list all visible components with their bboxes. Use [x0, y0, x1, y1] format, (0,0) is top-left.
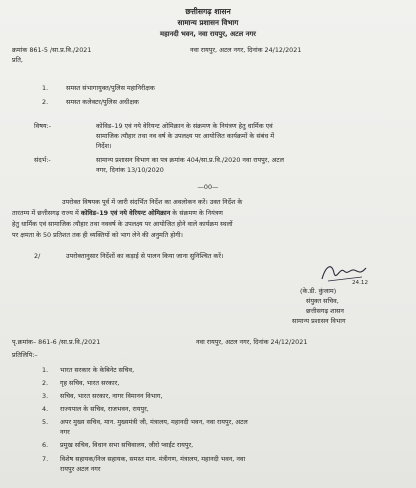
reference-line: नगर, दिनांक 13/10/2020 [96, 166, 164, 174]
header-state: छत्तीसगढ़ शासन [185, 7, 231, 16]
body-line: हेतु धार्मिक एवं सामाजिक त्यौहार तथा नववर्ष के उपलक्ष्य पर आयोजित होने वाले कार्यक्रम स्थलों [12, 220, 233, 228]
subject-line: निर्देश। [96, 142, 112, 150]
letter-place-date: नवा रायपुर, अटल नगर, दिनांक 24/12/2021 [190, 46, 302, 54]
list-item: 7. विशेष सहायक/निज सहायक, समस्त मान. मंत्रीगण, मंत्रालय, महानदी भवन, नवा [42, 455, 246, 463]
endorsement-number: पृ.क्रमांक– 861-6 /सा.प्र.वि./2021 [12, 338, 101, 346]
recipient-text: समस्त कलेक्टर/पुलिस अधीक्षक [66, 98, 139, 106]
header-address: महानदी भवन, नवा रायपुर, अटल नगर [160, 30, 256, 38]
endorsement-place-date: नवा रायपुर, अटल नगर, दिनांक 24/12/2021 [196, 338, 308, 346]
divider: —00— [197, 183, 219, 191]
subject-line: सामाजिक त्यौहार तथा नव वर्ष के उपलक्ष्य पर आयोजित कार्यक्रमों के संबंध में [96, 132, 275, 140]
signatory-title: संयुक्त सचिव, [306, 297, 339, 305]
list-item: 3. सचिव, भारत सरकार, नागर विमानन विभाग, [42, 392, 163, 400]
body-line: उपरोक्त विषयक पूर्व में जारी संदर्भित निर्देश का अवलोकन करें। उक्त निर्देश के [62, 198, 243, 206]
subject-label: विषय:- [34, 122, 52, 130]
para2-num: 2/ [34, 252, 41, 260]
recipient-num: 1. [42, 84, 49, 92]
signatory-org: छत्तीसगढ़ शासन [306, 307, 344, 315]
subject-line: कोविड–19 एवं नये वेरियन्ट ओमिक्रान के संक्रमण के नियंत्रण हेतु धार्मिक एवं [96, 122, 273, 130]
signature-date-mark: 24.12 [352, 280, 369, 286]
header-department: सामान्य प्रशासन विभाग [177, 18, 239, 27]
reference-line: सामान्य प्रशासन विभाग का पत्र क्रमांक 404/सा.प्र.वि./2020 नवा रायपुर, अटल [96, 156, 284, 164]
letter-number: क्रमांक 861-5 /सा.प्र.वि./2021 [12, 46, 92, 54]
to-label: प्रति, [12, 56, 23, 64]
list-item: 1. भारत सरकार के केबिनेट सचिव, [42, 366, 135, 374]
recipient-text: समस्त संभागायुक्त/पुलिस महानिरीक्षक [66, 84, 155, 92]
list-item: 2. गृह सचिव, भारत सरकार, [42, 379, 120, 387]
reference-label: संदर्भ:- [34, 156, 51, 164]
list-item: 4. राज्यपाल के सचिव, राजभवन, रायपुर, [42, 405, 149, 413]
copy-label: प्रतिलिपि:– [12, 351, 38, 359]
body-line: पर क्षमता के 50 प्रतिशत तक ही व्यक्तियों को भाग लेने की अनुमति होगी। [12, 231, 183, 239]
para2-text: उपरोक्तानुसार निर्देशों का कड़ाई से पालन किया जाना सुनिश्चित करें। [66, 252, 224, 260]
list-item: 5. अपर मुख्य सचिव, मान. मुख्यमंत्री जी, मंत्रालय, महानदी भवन, नवा रायपुर, अटल [42, 418, 248, 426]
list-item: नगर [60, 428, 70, 436]
list-item: 6. प्रमुख सचिव, विधान सभा सचिवालय, जीरो प्वाईंट रायपुर, [42, 441, 194, 449]
body-line: तारतम्य में छत्तीसगढ़ राज्य में कोविड–19 एवं नये वेरियन्ट ओमिक्रान के संक्रमण के नियंत्रण [12, 209, 223, 217]
signatory-dept: सामान्य प्रशासन विभाग [292, 317, 346, 325]
list-item: रायपुर अटल नगर [60, 465, 101, 473]
signatory-name: (के.डी. कुंजाम) [300, 287, 337, 295]
recipient-num: 2. [42, 98, 49, 106]
